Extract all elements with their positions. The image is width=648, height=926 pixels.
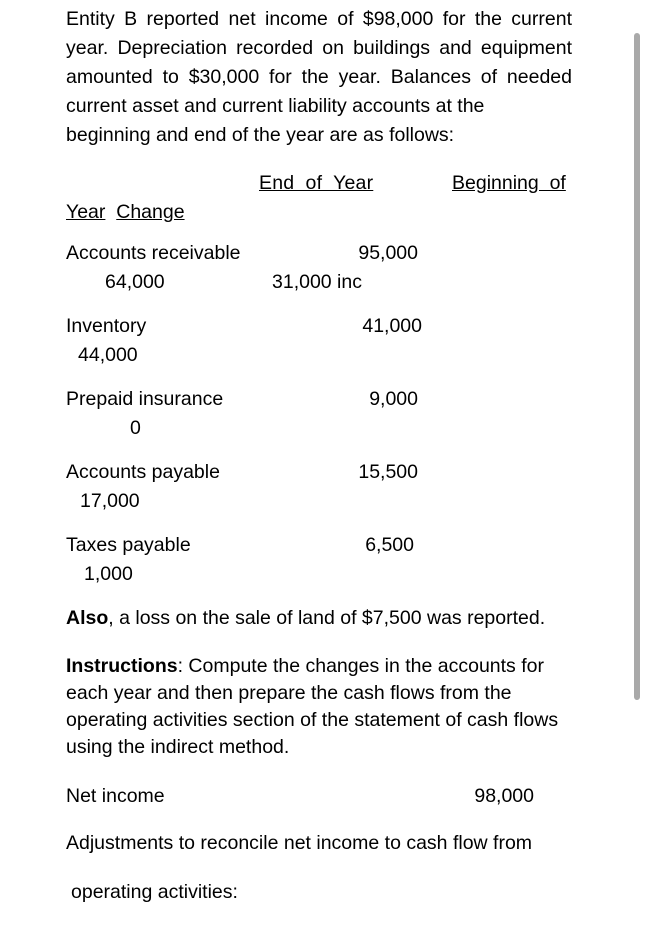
table-body bbox=[66, 239, 572, 589]
table-row-line-secondary bbox=[66, 487, 572, 516]
table-row bbox=[66, 531, 572, 589]
row-label: Accounts receivable bbox=[66, 242, 241, 264]
table-row-line-primary bbox=[66, 312, 572, 341]
row-label: Accounts payable bbox=[66, 461, 220, 483]
row-change-value: 31,000 inc bbox=[272, 271, 362, 293]
table-row-line-primary bbox=[66, 385, 572, 414]
net-income-row bbox=[66, 782, 572, 811]
scrollbar-thumb[interactable] bbox=[634, 33, 640, 700]
column-header-beginning-of: Beginning of bbox=[452, 172, 566, 194]
adjustments-line-1: Adjustments to reconcile net income to cash flow from bbox=[66, 832, 533, 854]
column-header-end-of-year: End of Year bbox=[259, 172, 374, 194]
row-label: Taxes payable bbox=[66, 534, 191, 556]
table-row-line-secondary bbox=[66, 341, 572, 370]
row-label: Prepaid insurance bbox=[66, 388, 224, 410]
row-beginning-of-year-value: 17,000 bbox=[80, 490, 140, 512]
table-row bbox=[66, 312, 572, 370]
table-row-line-primary bbox=[66, 458, 572, 487]
row-beginning-of-year-value: 0 bbox=[130, 417, 141, 439]
instructions-text: : Compute the changes in the accounts for each year and then prepare the cash flows from the operating activities section of the statement of cash flows using the indirect method. bbox=[66, 655, 559, 758]
intro-paragraph-last-line: beginning and end of the year are as follows: bbox=[66, 124, 455, 146]
intro-paragraph: Entity B reported net income of $98,000 for the current year. Depreciation recorded on buildings and equipment amounted to $30,000 for the year. Balances of needed current asset and current liability accounts at the bbox=[66, 8, 572, 117]
table-row-line-secondary bbox=[66, 268, 572, 297]
net-income-value: 98,000 bbox=[474, 785, 534, 807]
table-row bbox=[66, 239, 572, 297]
instructions-lead: Instructions bbox=[66, 655, 178, 677]
row-beginning-of-year-value: 64,000 bbox=[105, 271, 165, 293]
table-header bbox=[66, 169, 572, 227]
row-beginning-of-year-value: 1,000 bbox=[84, 563, 133, 585]
row-end-of-year-value: 41,000 bbox=[362, 315, 422, 337]
column-header-year: Year bbox=[66, 201, 106, 223]
also-note-lead: Also bbox=[66, 607, 109, 629]
net-income-label: Net income bbox=[66, 785, 165, 807]
row-end-of-year-value: 95,000 bbox=[358, 242, 418, 264]
table-row-line-secondary bbox=[66, 560, 572, 589]
instructions-paragraph bbox=[66, 653, 572, 761]
table-row-line-primary bbox=[66, 239, 572, 268]
row-label: Inventory bbox=[66, 315, 147, 337]
row-end-of-year-value: 15,500 bbox=[358, 461, 418, 483]
table-header-row-2 bbox=[66, 198, 572, 227]
adjustments-line-2: operating activities: bbox=[71, 880, 238, 903]
document-content bbox=[66, 0, 572, 926]
row-end-of-year-value: 6,500 bbox=[365, 534, 414, 556]
also-note-text: , a loss on the sale of land of $7,500 was reported. bbox=[108, 607, 546, 629]
table-header-row-1 bbox=[66, 169, 572, 198]
table-row-line-secondary bbox=[66, 414, 572, 443]
column-header-change: Change bbox=[116, 201, 185, 223]
table-row bbox=[66, 458, 572, 516]
table-row bbox=[66, 385, 572, 443]
table-row-line-primary bbox=[66, 531, 572, 560]
row-end-of-year-value: 9,000 bbox=[369, 388, 418, 410]
row-beginning-of-year-value: 44,000 bbox=[78, 344, 138, 366]
also-note bbox=[66, 604, 572, 633]
vertical-scrollbar[interactable] bbox=[634, 0, 648, 700]
